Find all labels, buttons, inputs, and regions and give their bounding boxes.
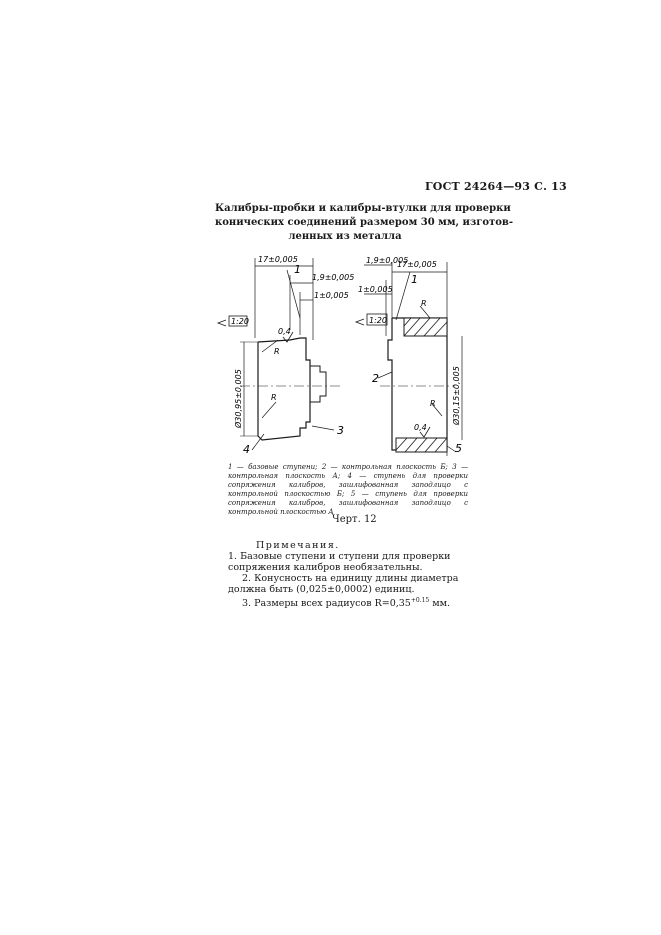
title-line-2: конических соединений размером 30 мм, изготов- bbox=[215, 217, 514, 228]
right-diameter: Ø30,15±0,005 bbox=[452, 366, 461, 425]
right-dim-1-9: 1,9±0,005 bbox=[366, 256, 409, 265]
right-callout-1: 1 bbox=[411, 273, 418, 286]
left-radius-bottom: R bbox=[271, 393, 277, 402]
left-callout-4: 4 bbox=[243, 443, 250, 456]
title-line-1: Калибры-пробки и калибры-втулки для проверки bbox=[215, 203, 511, 214]
right-callout-2: 2 bbox=[372, 372, 379, 385]
left-dim-1: 1±0,005 bbox=[314, 291, 349, 300]
right-dim-1: 1±0,005 bbox=[358, 285, 393, 294]
note-2: 2. Конусность на единицу длины диаметра должна быть (0,025±0,0002) единиц. bbox=[228, 573, 459, 595]
title-line-3: ленных из металла bbox=[288, 231, 402, 242]
right-surface-finish: 0,4 bbox=[414, 423, 427, 432]
left-dim-17: 17±0,005 bbox=[258, 255, 298, 264]
note-3-text: 3. Размеры всех радиусов R=0,35 bbox=[242, 598, 411, 610]
note-3-unit: мм. bbox=[429, 598, 451, 610]
right-radius-bottom: R bbox=[430, 399, 436, 408]
note-3 bbox=[228, 595, 473, 609]
note-1: 1. Базовые ступени и ступени для проверки сопряжения калибров необязательны. bbox=[228, 551, 451, 573]
left-surface-finish: 0,4 bbox=[278, 327, 291, 336]
notes bbox=[228, 540, 473, 609]
legend: 1 — базовые ступени; 2 — контрольная плоскость Б; 3 — контрольная плоскость А; 4 — ступень для проверки сопряжения калибров, зашлифованная заподлицо с контрольной плоскостью Б; 5 — ступень для проверки сопряжения калибров, зашлифованная заподлицо с контрольной плоскостью А bbox=[228, 463, 468, 516]
left-taper: 1:20 bbox=[231, 317, 249, 326]
left-dim-1-9: 1,9±0,005 bbox=[312, 273, 355, 282]
notes-heading: Примечания. bbox=[256, 540, 340, 551]
right-taper: 1:20 bbox=[369, 316, 387, 325]
left-callout-3: 3 bbox=[337, 424, 344, 437]
left-diameter: Ø30,95±0,005 bbox=[234, 369, 243, 428]
note-3-tolerance: +0.15 bbox=[410, 597, 430, 604]
right-dim-17: 17±0,005 bbox=[397, 260, 437, 269]
right-radius-top: R bbox=[421, 299, 427, 308]
figure-caption: Черт. 12 bbox=[332, 514, 377, 525]
left-radius-top: R bbox=[274, 347, 280, 356]
right-callout-5: 5 bbox=[455, 442, 462, 455]
left-callout-1: 1 bbox=[294, 263, 301, 276]
page-header: ГОСТ 24264—93 С. 13 bbox=[425, 180, 567, 193]
